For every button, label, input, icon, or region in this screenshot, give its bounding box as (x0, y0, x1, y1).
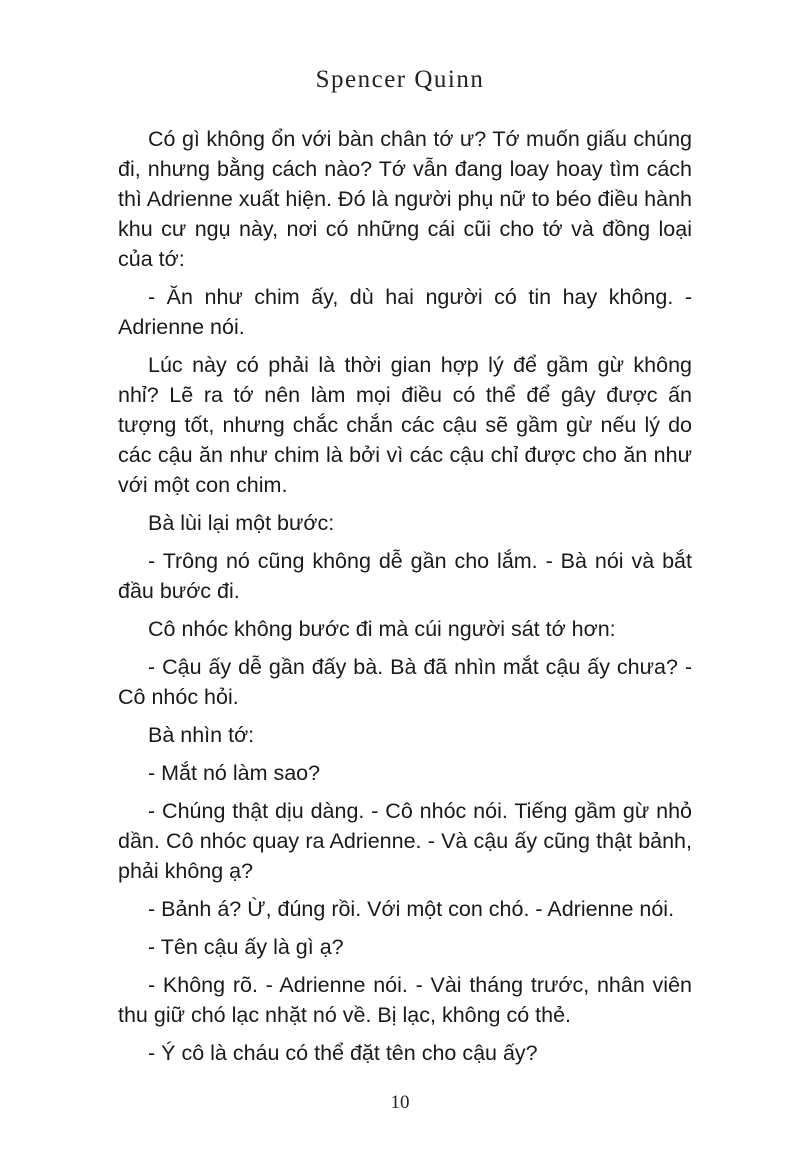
paragraph: Có gì không ổn với bàn chân tớ ư? Tớ muốn giấu chúng đi, nhưng bằng cách nào? Tớ vẫn đang loay hoay tìm cách thì Adrienne xuất hiện. Đó là người phụ nữ to béo điều hành khu cư ngụ này, nơi có những cái cũi cho tớ và đồng loại của tớ: (118, 127, 692, 271)
paragraph: Cô nhóc không bước đi mà cúi người sát tớ hơn: (148, 617, 616, 641)
page-number: 10 (390, 1092, 410, 1113)
paragraph: - Mắt nó làm sao? (148, 761, 321, 785)
paragraph: - Cậu ấy dễ gần đấy bà. Bà đã nhìn mắt cậu ấy chưa? - Cô nhóc hỏi. (118, 655, 692, 709)
paragraph: Lúc này có phải là thời gian hợp lý để gầm gừ không nhỉ? Lẽ ra tớ nên làm mọi điều có thể để gây được ấn tượng tốt, nhưng chắc chắn các cậu sẽ gầm gừ nếu lý do các cậu ăn như chim là bởi vì các cậu chỉ được cho ăn như với một con chim. (118, 353, 692, 497)
paragraph: - Tên cậu ấy là gì ạ? (148, 935, 344, 959)
paragraph: Bà lùi lại một bước: (148, 511, 335, 535)
paragraph: Bà nhìn tớ: (148, 723, 255, 747)
paragraph: - Bảnh á? Ừ, đúng rồi. Với một con chó. - Adrienne nói. (148, 897, 675, 921)
paragraph: - Chúng thật dịu dàng. - Cô nhóc nói. Tiếng gầm gừ nhỏ dần. Cô nhóc quay ra Adrienne. - Và cậu ấy cũng thật bảnh, phải không ạ? (118, 799, 692, 883)
paragraph: - Trông nó cũng không dễ gần cho lắm. - Bà nói và bắt đầu bước đi. (118, 549, 692, 603)
running-header-author: Spencer Quinn (315, 66, 485, 93)
paragraph: - Ăn như chim ấy, dù hai người có tin hay không. - Adrienne nói. (118, 285, 692, 339)
paragraph: - Ý cô là cháu có thể đặt tên cho cậu ấy? (148, 1041, 538, 1065)
paragraph: - Không rõ. - Adrienne nói. - Vài tháng trước, nhân viên thu giữ chó lạc nhặt nó về. Bị lạc, không có thẻ. (118, 973, 692, 1027)
body-text (118, 124, 692, 1076)
